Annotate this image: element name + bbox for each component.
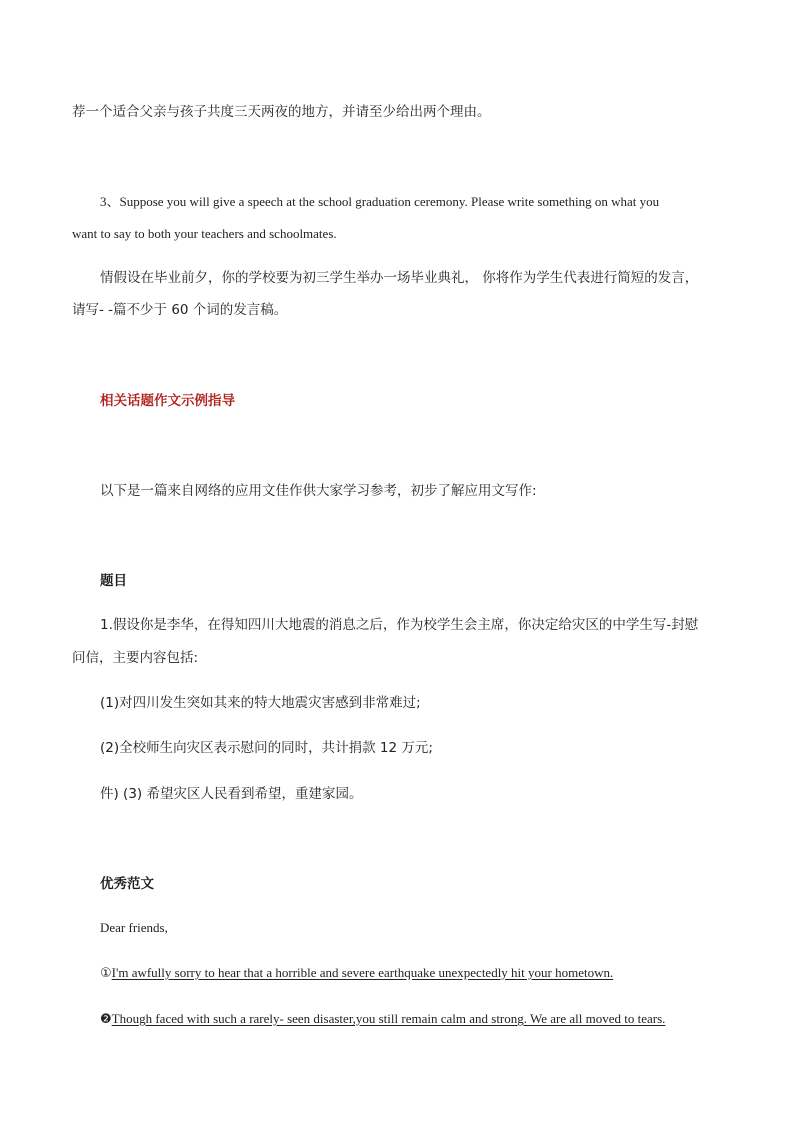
- requirement-item-3: 件) (3) 希望灾区人民看到希望，重建家园。: [100, 786, 363, 802]
- sentence-number-2: ❷: [100, 1012, 112, 1027]
- letter-salutation: Dear friends,: [100, 920, 168, 935]
- section-heading-related: 相关话题作文示例指导: [100, 393, 235, 409]
- requirement-item-2: (2)全校师生向灾区表示慰问的同时，共计捐款 12 万元;: [100, 740, 433, 756]
- question-1-line-1: 1.假设你是李华，在得知四川大地震的消息之后，作为校学生会主席，你决定给灾区的中学生写-封慰: [100, 617, 699, 633]
- task-3-chinese-line-1: 情假设在毕业前夕，你的学校要为初三学生举办一场毕业典礼， 你将作为学生代表进行简短的发言，: [100, 270, 699, 286]
- section-heading-sample: 优秀范文: [100, 876, 154, 892]
- sentence-number-1: ①: [100, 966, 112, 981]
- task-3-chinese-line-2: 请写- -篇不少于 60 个词的发言稿。: [72, 302, 288, 318]
- sample-sentence-2: [100, 1011, 665, 1028]
- sentence-1-text: I'm awfully sorry to hear that a horrible and severe earthquake unexpectedly hit your hometown.: [111, 965, 614, 980]
- sample-sentence-1: [100, 965, 613, 982]
- paragraph-prompt-end: 荐一个适合父亲与孩子共度三天两夜的地方，并请至少给出两个理由。: [72, 104, 491, 120]
- task-3-line-1: 3、Suppose you will give a speech at the school graduation ceremony. Please write something on what you: [100, 194, 660, 209]
- section-heading-topic: 题目: [100, 573, 127, 589]
- sentence-2-text: Though faced with such a rarely- seen disaster,you still remain calm and strong. We are all moved to tears.: [111, 1011, 666, 1026]
- question-1-line-2: 问信，主要内容包括:: [72, 650, 199, 666]
- task-3-line-2: want to say to both your teachers and schoolmates.: [72, 226, 337, 241]
- intro-text: 以下是一篇来自网络的应用文佳作供大家学习参考，初步了解应用文写作:: [100, 483, 537, 499]
- requirement-item-1: (1)对四川发生突如其来的特大地震灾害感到非常难过;: [100, 695, 421, 711]
